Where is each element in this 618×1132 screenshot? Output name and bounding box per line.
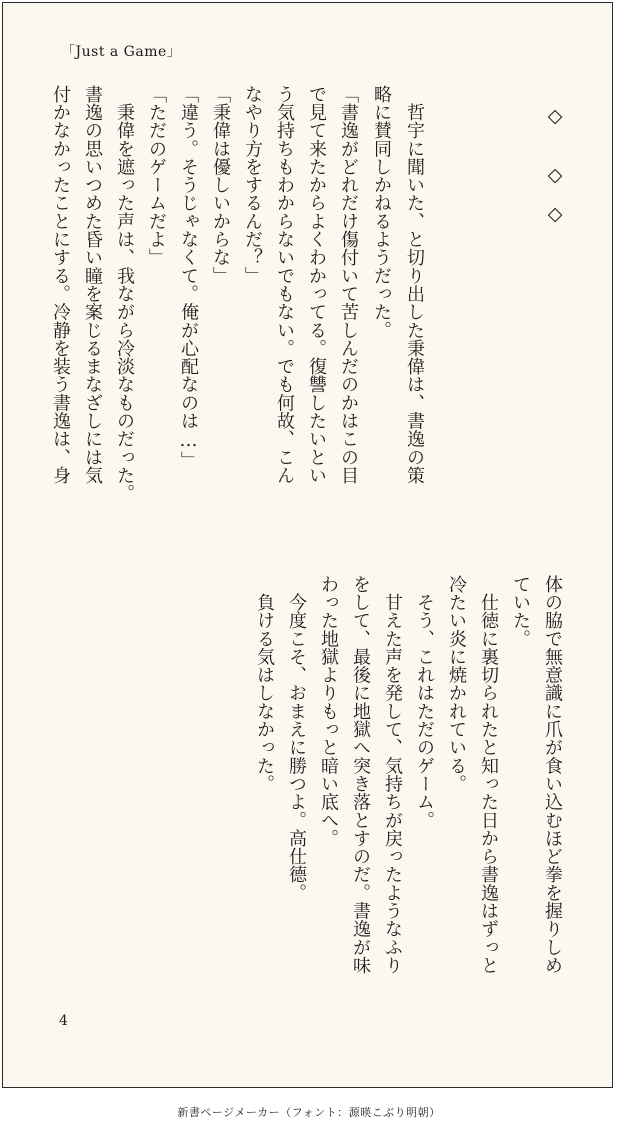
section-separator-diamond: ◇ (547, 105, 563, 127)
text-column: 体の脇で無意識に爪が食い込むほど拳を握りしめ (542, 575, 563, 975)
text-column: 「違う。そうじゃなくて。俺が心配なのは…」 (178, 85, 199, 470)
text-column: 仕徳に裏切られたと知った日から書逸はずっと (478, 575, 499, 975)
section-separator-diamond: ◇ (547, 203, 563, 225)
text-column: 冷たい炎に焼かれている。 (446, 575, 467, 793)
book-page (2, 2, 613, 1088)
running-header: 「Just a Game」 (61, 44, 182, 60)
text-column: 甘えた声を発して、気持ちが戻ったようなふり (382, 575, 403, 975)
text-column: 書逸の思いつめた昏い瞳を案じるまなざしには気 (82, 85, 103, 485)
text-column: 「秉偉は優しいからな」 (210, 85, 231, 285)
text-column: ていた。 (510, 575, 531, 648)
text-column: 「書逸がどれだけ傷付いて苦しんだのかはこの目 (338, 85, 359, 485)
text-column: で見て来たからよくわかってる。復讐したいとい (306, 85, 327, 485)
text-column: そう、これはただのゲーム。 (414, 575, 435, 830)
text-column: 負ける気はしなかった。 (254, 575, 275, 793)
text-column: 秉偉を遮った声は、我ながら冷淡なものだった。 (114, 85, 135, 503)
text-column: わった地獄よりもっと暗い底へ。 (318, 575, 339, 848)
page-number: 4 (59, 1013, 68, 1029)
text-column: 哲宇に聞いた、と切り出した秉偉は、書逸の策 (404, 85, 425, 485)
text-column: 略に賛同しかねるようだった。 (371, 85, 392, 340)
text-column: 付かなかったことにする。冷静を装う書逸は、身 (50, 85, 71, 485)
text-column: う気持ちもわからないでもない。でも何故、こん (274, 85, 295, 485)
text-column: をして、最後に地獄へ突き落とすのだ。書逸が味 (350, 575, 371, 975)
generator-credit: 新書ページメーカー（フォント：源暎こぶり明朝） (177, 1106, 441, 1119)
text-column: 今度こそ、おまえに勝つよ。高仕德。 (286, 575, 307, 902)
section-separator-diamond: ◇ (547, 164, 563, 186)
text-column: なやり方をするんだ？」 (242, 85, 263, 285)
text-column: 「ただのゲームだよ」 (146, 85, 167, 267)
